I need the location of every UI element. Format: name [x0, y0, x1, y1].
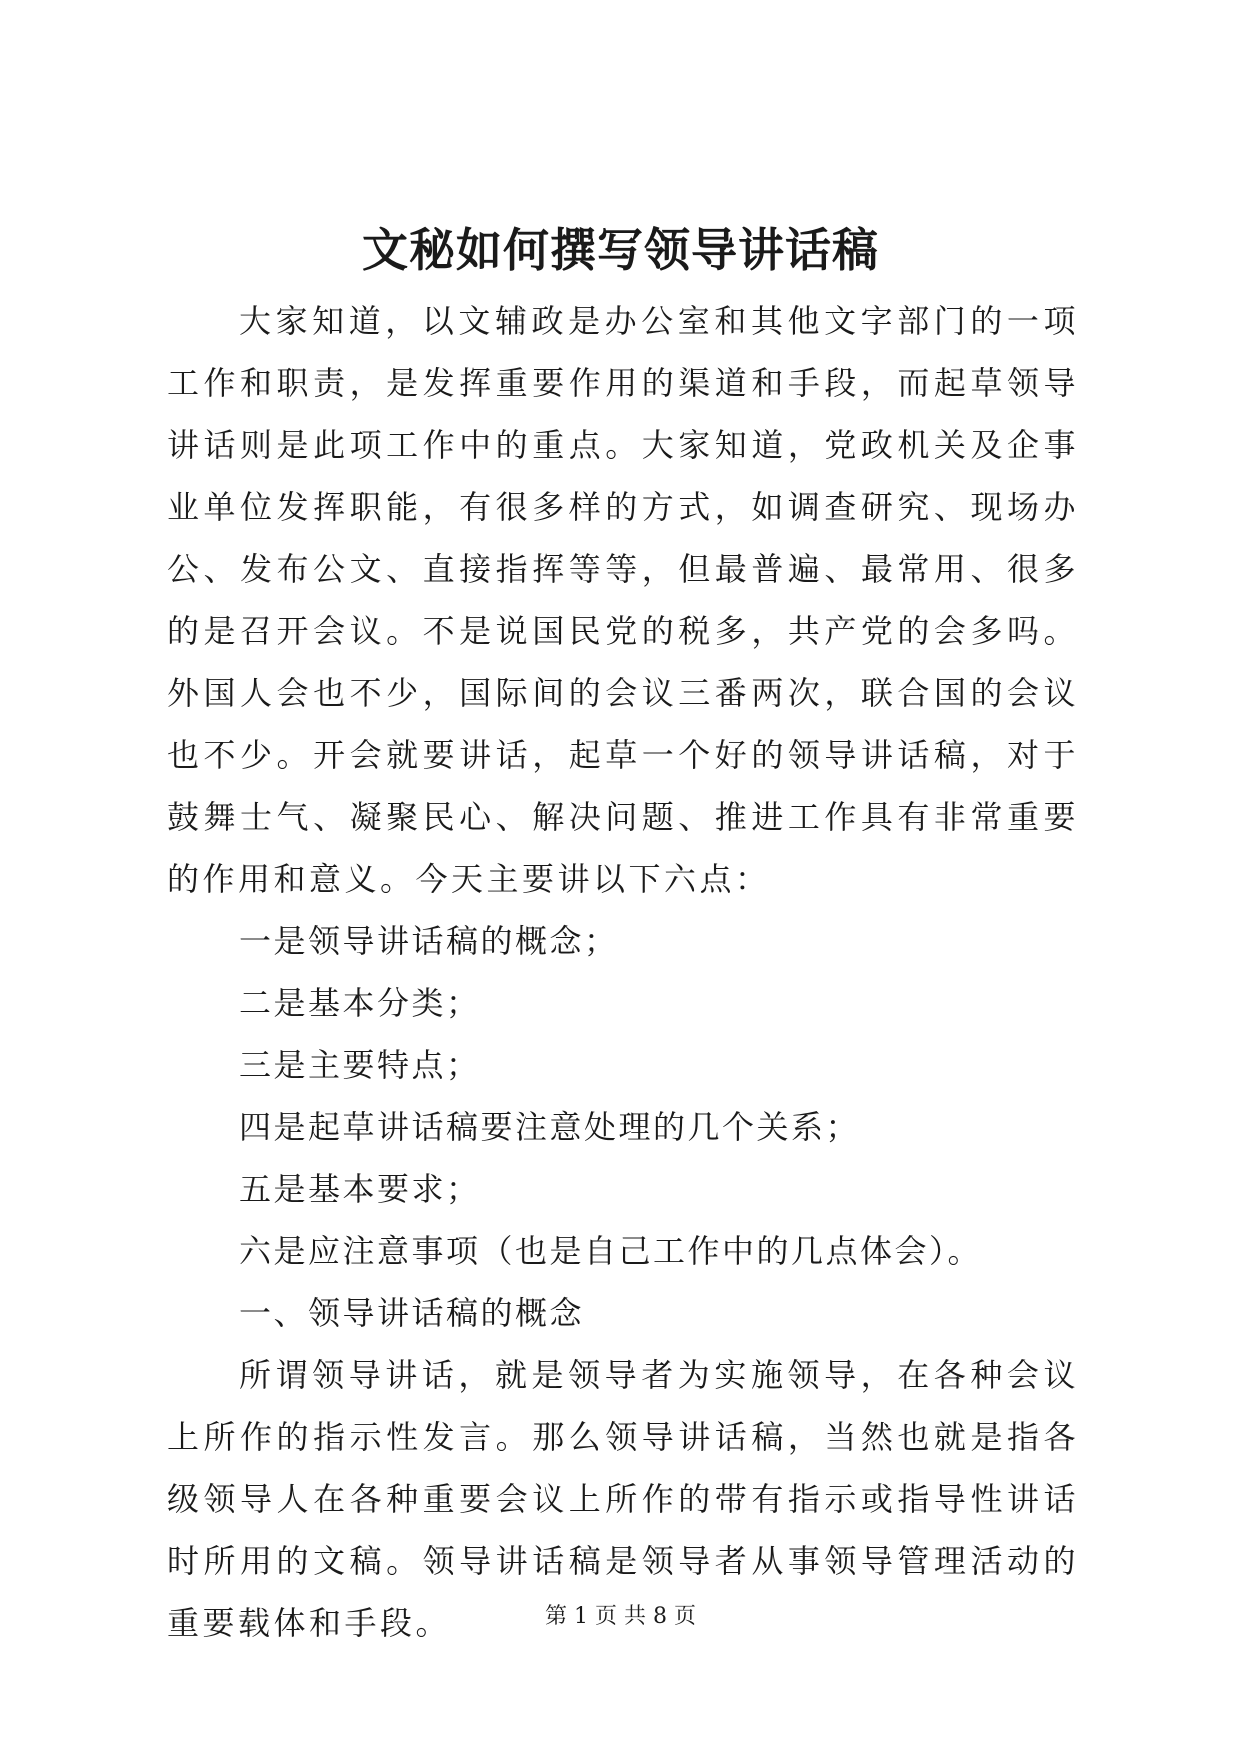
document-body	[167, 290, 1079, 1654]
section-paragraph: 所谓领导讲话，就是领导者为实施领导，在各种会议上所作的指示性发言。那么领导讲话稿，当然也就是指各级领导人在各种重要会议上所作的带有指示或指导性讲话时所用的文稿。领导讲话稿是领导者从事领导管理活动的重要载体和手段。	[167, 1356, 1079, 1642]
point-item: 六是应注意事项（也是自己工作中的几点体会）。	[239, 1232, 983, 1270]
point-item: 一是领导讲话稿的概念；	[239, 922, 619, 960]
point-item: 二是基本分类；	[239, 984, 481, 1022]
point-item: 四是起草讲话稿要注意处理的几个关系；	[239, 1108, 861, 1146]
intro-paragraph: 大家知道，以文辅政是办公室和其他文字部门的一项工作和职责，是发挥重要作用的渠道和手段，而起草领导讲话则是此项工作中的重点。大家知道，党政机关及企事业单位发挥职能，有很多样的方式，如调查研究、现场办公、发布公文、直接指挥等等，但最普遍、最常用、很多的是召开会议。不是说国民党的税多，共产党的会多吗。外国人会也不少，国际间的会议三番两次，联合国的会议也不少。开会就要讲话，起草一个好的领导讲话稿，对于鼓舞士气、凝聚民心、解决问题、推进工作具有非常重要的作用和意义。今天主要讲以下六点：	[167, 302, 1079, 898]
page-number: 第 1 页 共 8 页	[545, 1604, 696, 1629]
point-item: 五是基本要求；	[239, 1170, 481, 1208]
section-heading: 一、领导讲话稿的概念	[239, 1294, 585, 1332]
document-title: 文秘如何撰写领导讲话稿	[362, 223, 879, 277]
point-item: 三是主要特点；	[239, 1046, 481, 1084]
